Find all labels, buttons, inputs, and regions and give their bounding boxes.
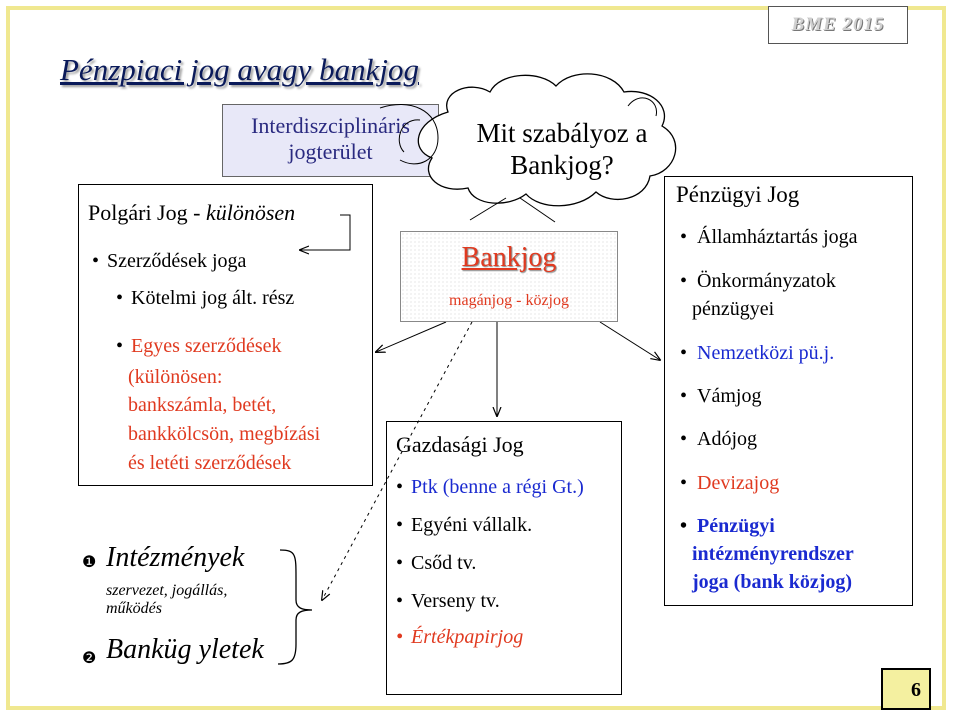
financial-law-item-7-line-2: intézményrendszer [692, 543, 854, 565]
economic-law-item-bankruptcy: • Csőd tv. [396, 552, 476, 575]
institutions-sub-1: szervezet, jogállás, [106, 582, 228, 599]
civil-law-heading-title: Polgári Jog [88, 200, 188, 225]
financial-law-item-1: • Államháztartás joga [680, 226, 858, 248]
securities-label: Értékpapirjog [411, 626, 524, 648]
financial-law-item-5: • Adójog [680, 428, 758, 450]
financial-law-item-2: • Önkormányzatok [680, 270, 836, 292]
marker-2-icon: ❷ [82, 650, 97, 667]
financial-law-item-2-cont: pénzügyei [692, 298, 775, 320]
header-badge: BME 2015 [768, 6, 908, 44]
economic-law-item-ptk: • Ptk (benne a régi Gt.) [396, 476, 584, 499]
interdisciplinary-line-1: Interdiszciplináris [251, 113, 410, 138]
item-label: Pénzügyi [697, 515, 775, 537]
financial-law-item-7: • Pénzügyi [680, 515, 775, 537]
economic-law-item-sole-trader: • Egyéni vállalk. [396, 514, 532, 537]
financial-law-heading: Pénzügyi Jog [676, 182, 800, 207]
civil-law-item-contracts: • Szerződések joga [92, 250, 246, 273]
page-title: Pénzpiaci jog avagy bankjog [60, 52, 419, 87]
civil-law-red-line-1: • Egyes szerződések [116, 335, 282, 358]
item-label: Nemzetközi pü.j. [697, 342, 835, 364]
item-label: Vámjog [697, 385, 762, 407]
financial-law-item-4: • Vámjog [680, 385, 762, 407]
civil-law-item-obligations: • Kötelmi jog ált. rész [116, 287, 294, 310]
financial-law-item-6: • Devizajog [680, 472, 780, 494]
page-number: 6 [881, 668, 931, 710]
civil-law-red-line-4: bankkölcsön, megbízási [128, 423, 321, 445]
financial-law-item-3: • Nemzetközi pü.j. [680, 342, 835, 364]
economic-law-item-competition: • Verseny tv. [396, 590, 500, 613]
cloud-line-2: Bankjog? [510, 150, 614, 180]
item-label: Önkormányzatok [697, 270, 836, 292]
marker-1-icon: ❶ [82, 554, 97, 571]
economic-law-item-securities: • Értékpapirjog [396, 626, 524, 648]
institutions-sub-2: működés [106, 600, 162, 617]
item-label: Államháztartás joga [697, 226, 858, 248]
cloud-line-1: Mit szabályoz a [476, 118, 648, 148]
civil-law-red-line-3: bankszámla, betét, [128, 394, 277, 416]
economic-law-heading: Gazdasági Jog [396, 432, 524, 457]
civil-law-heading-suffix: - különösen [187, 200, 296, 225]
item-label: Adójog [697, 428, 758, 450]
bankjog-subtitle: magánjog - közjog [449, 292, 569, 309]
civil-law-heading [88, 200, 295, 226]
civil-law-red-line-5: és letéti szerződések [128, 452, 292, 474]
bankjog-title: Bankjog [461, 242, 557, 273]
institutions-label: Intézmények [106, 542, 245, 573]
item-label: Devizajog [697, 472, 780, 494]
financial-law-item-7-line-3: joga (bank közjog) [692, 571, 853, 593]
bank-transactions-label: Banküg yletek [106, 634, 264, 665]
civil-law-red-line-2: (különösen: [128, 366, 223, 388]
interdisciplinary-line-2: jogterület [288, 139, 373, 164]
